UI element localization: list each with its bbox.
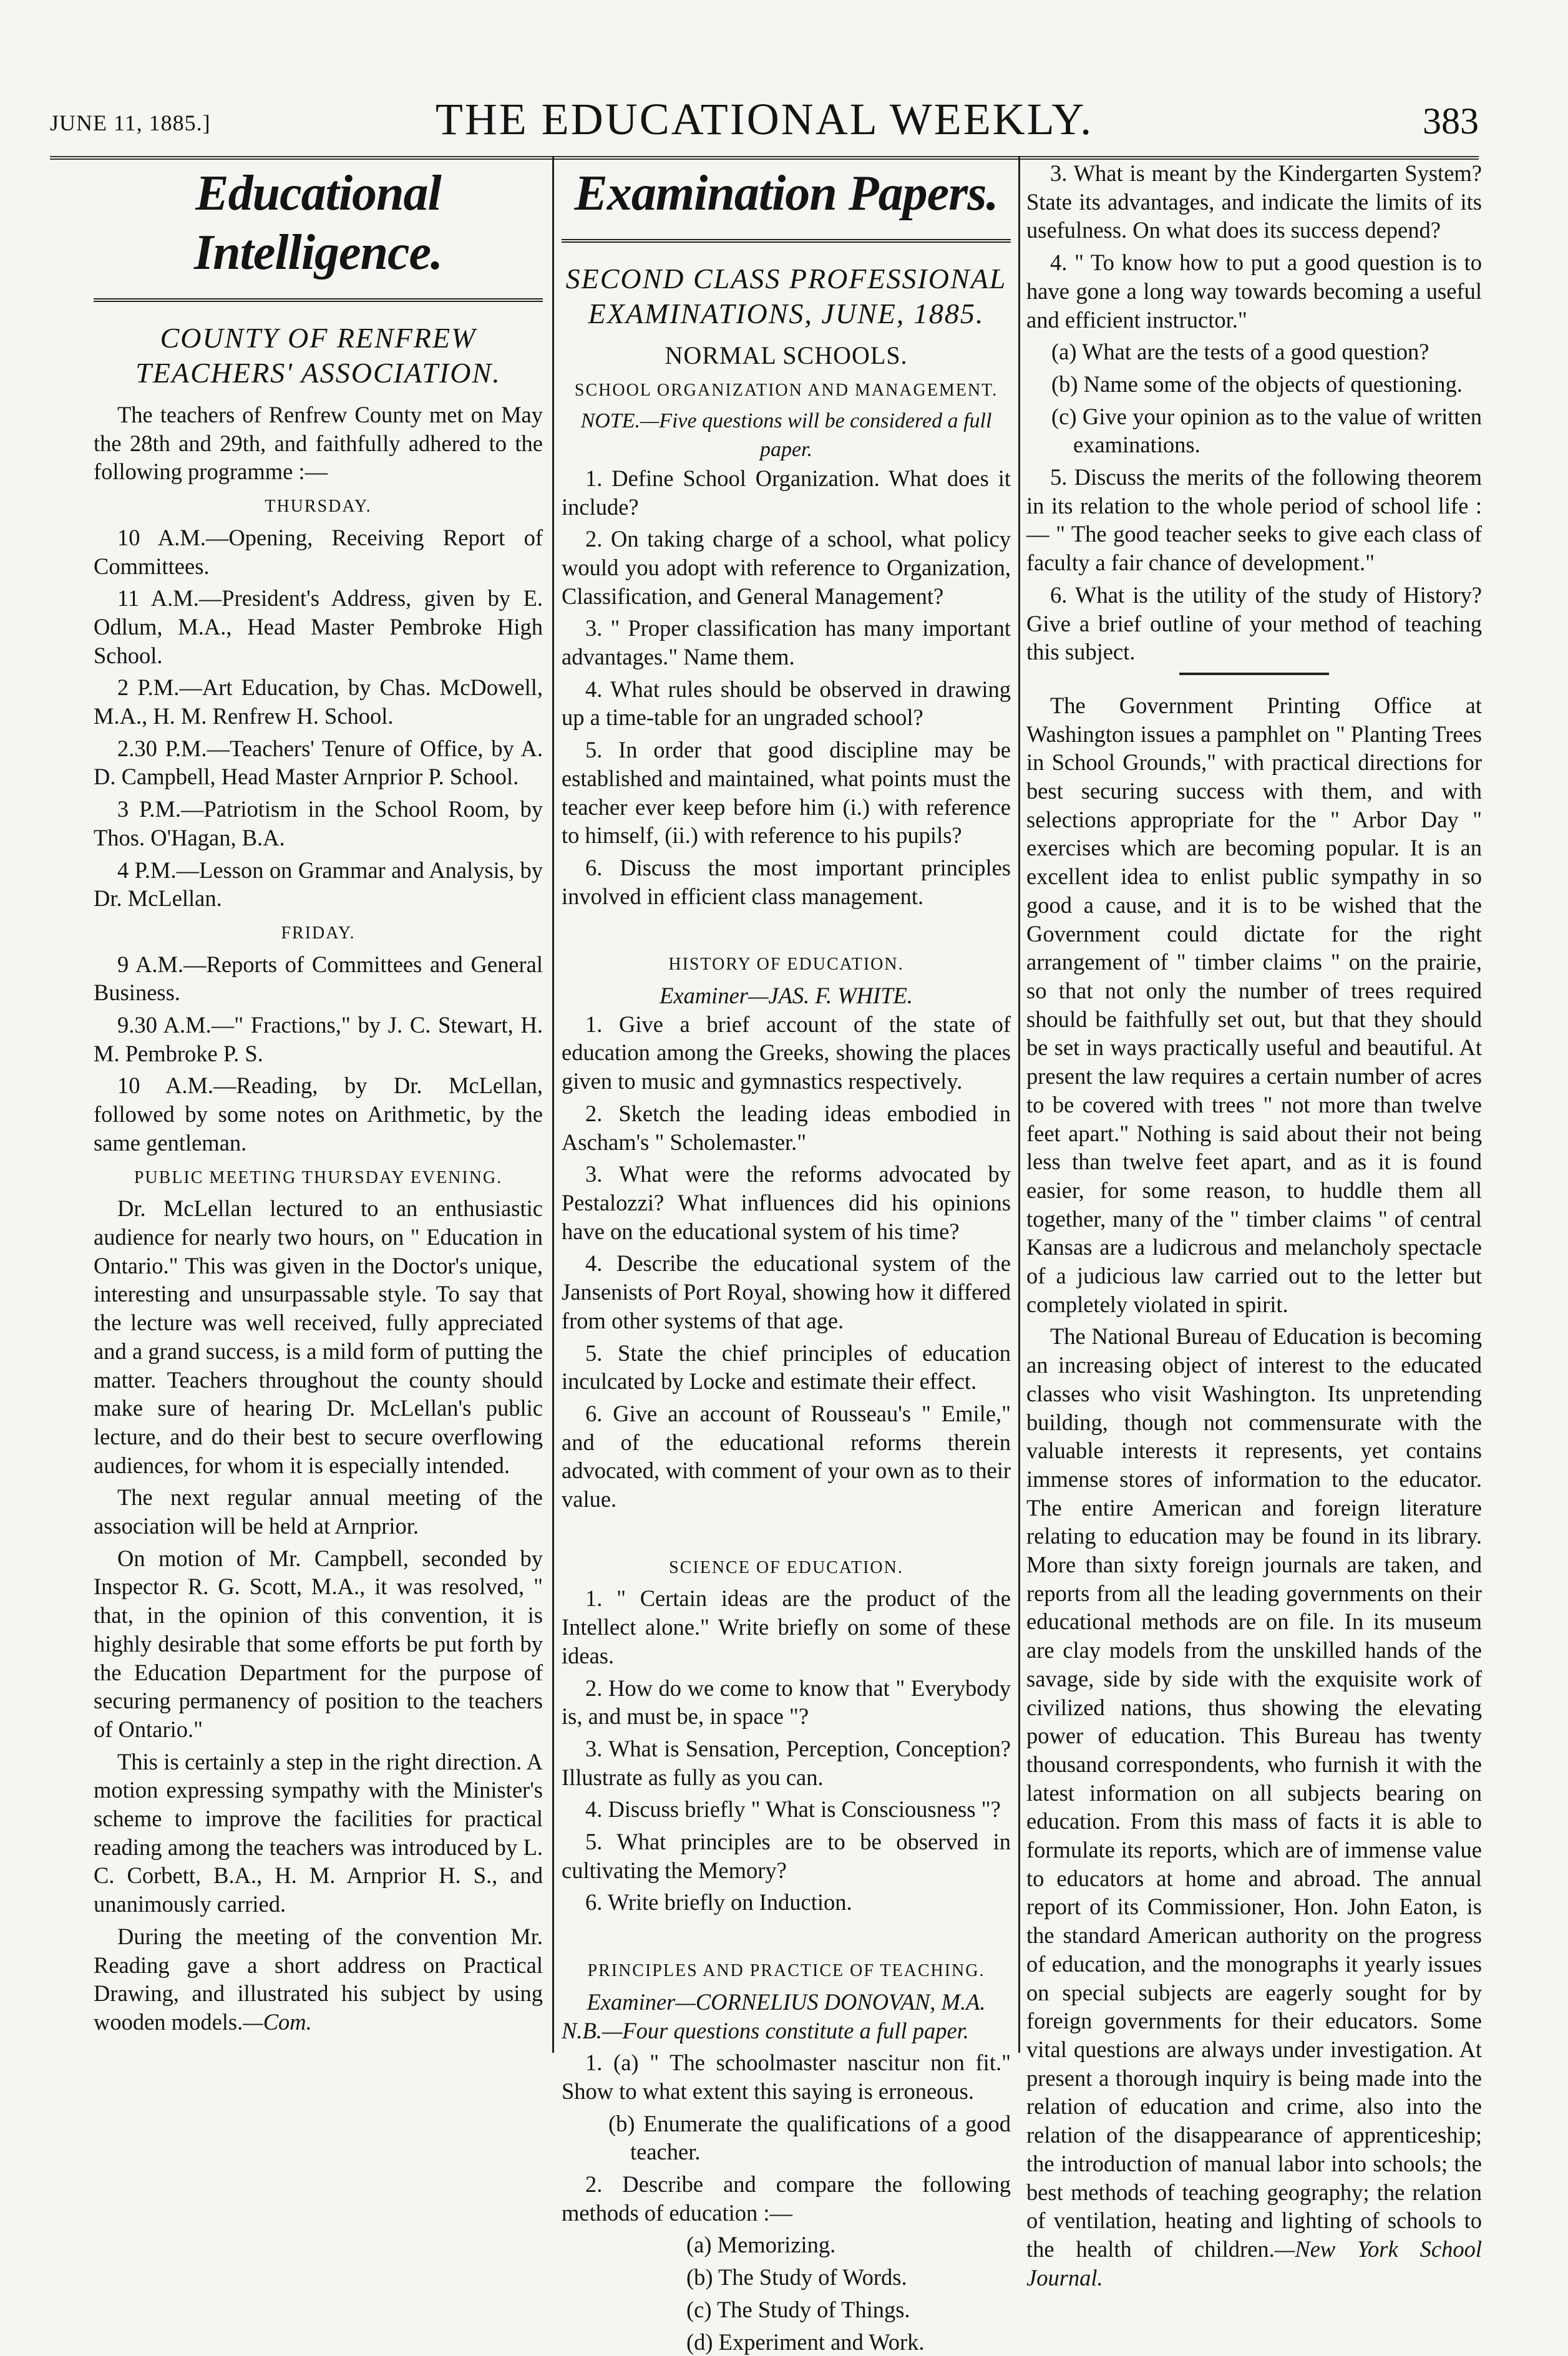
programme-item: 10 A.M.—Reading, by Dr. McLellan, followed by some notes on Arithmetic, by the same gentleman. [94,1073,543,1156]
method-item: (a) Memorizing. [686,2232,836,2258]
question: 3. " Proper classification has many important advantages." Name them. [562,615,1011,670]
masthead [50,94,1479,150]
question: 2. How do we come to know that " Everybody is, and must be, in space "? [562,1675,1011,1730]
question: 4. " To know how to put a good question is to have gone a long way towards becoming a useful and efficient instructor." [1026,250,1482,333]
question: 2. Describe and compare the following methods of education :— [562,2171,1011,2226]
programme-item: 3 P.M.—Patriotism in the School Room, by Thos. O'Hagan, B.A. [94,796,543,850]
method-item: (c) The Study of Things. [686,2296,910,2322]
question: 3. What were the reforms advocated by Pestalozzi? What influences did his opinions have on the educational system of his time? [562,1161,1011,1244]
question: 1. (a) " The schoolmaster nascitur non fit." Show to what extent this saying is erroneous. [562,2050,1011,2104]
subject-heading: HISTORY OF EDUCATION. [668,955,904,975]
programme-item: 10 A.M.—Opening, Receiving Report of Committees. [94,524,543,579]
column-examination-papers [562,159,1011,2355]
question: 2. On taking charge of a school, what policy would you adopt with reference to Organization, Classification, and General Management? [562,526,1011,609]
body-paragraph: This is certainly a step in the right direction. A motion expressing sympathy with the Minister's scheme to improve the facilities for practical reading among the teachers was introduced by L. C. Corbett, B.A., H. M. Arnprior H. S., and unanimously carried. [94,1748,543,1917]
column-educational-intelligence [94,159,543,2043]
article-title: COUNTY OF RENFREW TEACHERS' ASSOCIATION. [135,322,501,389]
publication-title: THE EDUCATIONAL WEEKLY. [435,94,1094,144]
question-part: (b) Name some of the objects of questioning. [1051,371,1463,397]
column-divider [1018,156,1020,2053]
subject-heading: SCHOOL ORGANIZATION AND MANAGEMENT. [574,380,998,400]
question: 6. What is the utility of the study of History? Give a brief outline of your method of teaching this subject. [1026,582,1482,665]
normal-schools-heading: NORMAL SCHOOLS. [665,341,908,369]
body-paragraph-last [94,1922,543,2037]
body-paragraph: The Government Printing Office at Washington issues a pamphlet on " Planting Trees in School Grounds," with practical directions for best securing success with them, and with selections appropriate for the " Arbor Day " exercises which are becoming popular. It is an excellent idea to enlist public sympathy in so good a cause, and it is to be wished that the Government could dictate for the right arrangement of " timber claims " on the prairie, so that not only the number of trees required should be faithfully set out, but that they should be set in ways practically useful and beautiful. At present the law requires a certain number of acres to be covered with trees " not more than twelve feet apart." Nothing is said about their not being less than twelve feet apart, and as it is found easier, for some reason, to huddle them all together, many of the " timber claims " of central Kansas are a ludicrous and melancholy spectacle of a judicious law carried out to the letter but completely violated in spirit. [1026,692,1482,1317]
paragraph-text: The National Bureau of Education is becoming an increasing object of interest to the educated classes who visit Washington. Its unpretending building, though not commensurate with the valuable interests it represents, yet contains immense stores of information to the educator. The entire American and foreign literature relating to education may be found in its library. More than sixty foreign journals are taken, and reports from all the leading governments on their educational methods are on file. In its museum are clay models from the unskilled hands of the savage, side by side with the exquisite work of civilized nations, thus showing the elevating power of education. This Bureau has twenty thousand correspondents, who furnish it with the latest information on all subjects bearing on education. From this mass of facts it is able to formulate its reports, which are of immense value to educators at home and abroad. The annual report of its Commissioner, Hon. John Eaton, is the standard American authority on the progress of education, and the monographs it yearly issues on special subjects are eagerly sought for by foreign governments for their educators. Some vital questions are always under investigation. At present a thorough inquiry is being made into the relation of education and crime, also into the relation of the disappearance of apprenticeship; the introduction of manual labor into schools; the best methods of teaching geography; the relation of ventilation, heating and lighting of schools to the health of children. [1026,1323,1482,2262]
question: 1. Define School Organization. What does it include? [562,465,1011,520]
question: 6. Write briefly on Induction. [585,1889,852,1915]
programme-item: 9.30 A.M.—" Fractions," by J. C. Stewart, H. M. Pembroke P. S. [94,1012,543,1066]
column-continued [1026,159,1482,2290]
subject-heading: PRINCIPLES AND PRACTICE OF TEACHING. [587,1961,985,1981]
programme-item: 9 A.M.—Reports of Committees and General Business. [94,951,543,1006]
method-item: (b) The Study of Words. [686,2264,907,2290]
column-divider [552,156,554,2053]
question: 6. Give an account of Rousseau's " Emile," and of the educational reforms therein advocated, with comment of your own as to their value. [562,1400,1011,1512]
examiner-line: Examiner—JAS. F. WHITE. [660,983,913,1009]
question: 1. Give a brief account of the state of education among the Greeks, showing the places given to music and gymnastics respectively. [562,1011,1011,1094]
programme-item: 4 P.M.—Lesson on Grammar and Analysis, by Dr. McLellan. [94,857,543,912]
issue-date: JUNE 11, 1885.] [50,110,211,135]
programme-item: 11 A.M.—President's Address, given by E. Odlum, M.A., Head Master Pembroke High School. [94,585,543,668]
section-title: Examination Papers. [574,166,998,221]
body-paragraph: Dr. McLellan lectured to an enthusiastic audience for nearly two hours, on " Education in Ontario." This was given in the Doctor's unique, interesting and unsurpassable style. To say that the lecture was well received, fully appreciated and a grand success, is a mild form of putting the matter. Teachers throughout the county should make sure of hearing Dr. McLellan's public lecture, and do their best to secure overflowing audiences, for whom it is especially intended. [94,1195,543,1478]
body-paragraph: On motion of Mr. Campbell, seconded by Inspector R. G. Scott, M.A., it was resolved, " that, in the opinion of this convention, it is highly desirable that some efforts be put forth by the Education Department for the purpose of securing permanency of position to the teachers of Ontario." [94,1545,543,1742]
question: 5. State the chief principles of education inculcated by Locke and estimate their effect. [562,1340,1011,1395]
section-rule [94,298,543,302]
question: 4. Describe the educational system of the Jansenists of Port Royal, showing how it differed from other systems of that age. [562,1250,1011,1333]
question-part: (b) Enumerate the qualifications of a good teacher. [608,2110,1011,2165]
question: 6. Discuss the most important principles involved in efficient class management. [562,854,1011,909]
page-number: 383 [1423,100,1479,142]
intro-paragraph: The teachers of Renfrew County met on May the 28th and 29th, and faithfully adhered to the following programme :— [94,402,543,485]
separator-rule [1179,673,1329,675]
examiner-line: Examiner—CORNELIUS DONOVAN, M.A. [587,1988,986,2015]
subject-heading: SCIENCE OF EDUCATION. [669,1557,903,1577]
public-meeting-label: PUBLIC MEETING THURSDAY EVENING. [134,1167,503,1187]
paper-note: N.B.—Four questions constitute a full paper. [562,2017,969,2043]
exam-title: SECOND CLASS PROFESSIONAL EXAMINATIONS, JUNE, 1885. [565,263,1007,329]
question: 5. What principles are to be observed in cultivating the Memory? [562,1829,1011,1883]
body-paragraph: The next regular annual meeting of the association will be held at Arnprior. [94,1484,543,1539]
day-label-thursday: THURSDAY. [265,497,372,517]
paper-note: NOTE.—Five questions will be considered a full paper. [580,409,992,462]
question: 4. Discuss briefly " What is Consciousness "? [585,1796,1001,1823]
body-paragraph-last [1026,1322,1482,2292]
question: 3. What is Sensation, Perception, Conception? Illustrate as fully as you can. [562,1735,1011,1790]
question-part: (a) What are the tests of a good question? [1051,339,1429,365]
question: 3. What is meant by the Kindergarten System? State its advantages, and indicate the limits of its usefulness. On what does its success depend? [1026,160,1482,243]
question: 4. What rules should be observed in drawing up a time-table for an ungraded school? [562,676,1011,731]
question: 5. Discuss the merits of the following theorem in its relation to the whole period of school life :— " The good teacher seeks to give each class of faculty a fair chance of development." [1026,464,1482,576]
programme-item: 2.30 P.M.—Teachers' Tenure of Office, by A. D. Campbell, Head Master Arnprior P. School. [94,735,543,790]
question: 1. " Certain ideas are the product of the Intellect alone." Write briefly on some of these ideas. [562,1585,1011,1668]
programme-item: 2 P.M.—Art Education, by Chas. McDowell, M.A., H. M. Renfrew H. School. [94,674,543,729]
section-rule [562,239,1011,243]
question-part: (c) Give your opinion as to the value of written examinations. [1051,403,1482,458]
question: 2. Sketch the leading ideas embodied in Ascham's " Scholemaster." [562,1100,1011,1155]
day-label-friday: FRIDAY. [281,923,356,943]
question: 5. In order that good discipline may be established and maintained, what points must the teacher ever keep before him (i.) with reference to himself, (ii.) with reference to his pupils? [562,737,1011,849]
signature: —Com. [243,2008,312,2035]
paragraph-text: During the meeting of the convention Mr. Reading gave a short address on Practical Drawing, and illustrated his subject by using wooden models. [94,1923,543,2035]
signature: —New York School Journal. [1026,2236,1482,2290]
section-title: Educational Intelligence. [193,166,443,280]
method-item: (d) Experiment and Work. [686,2329,925,2355]
